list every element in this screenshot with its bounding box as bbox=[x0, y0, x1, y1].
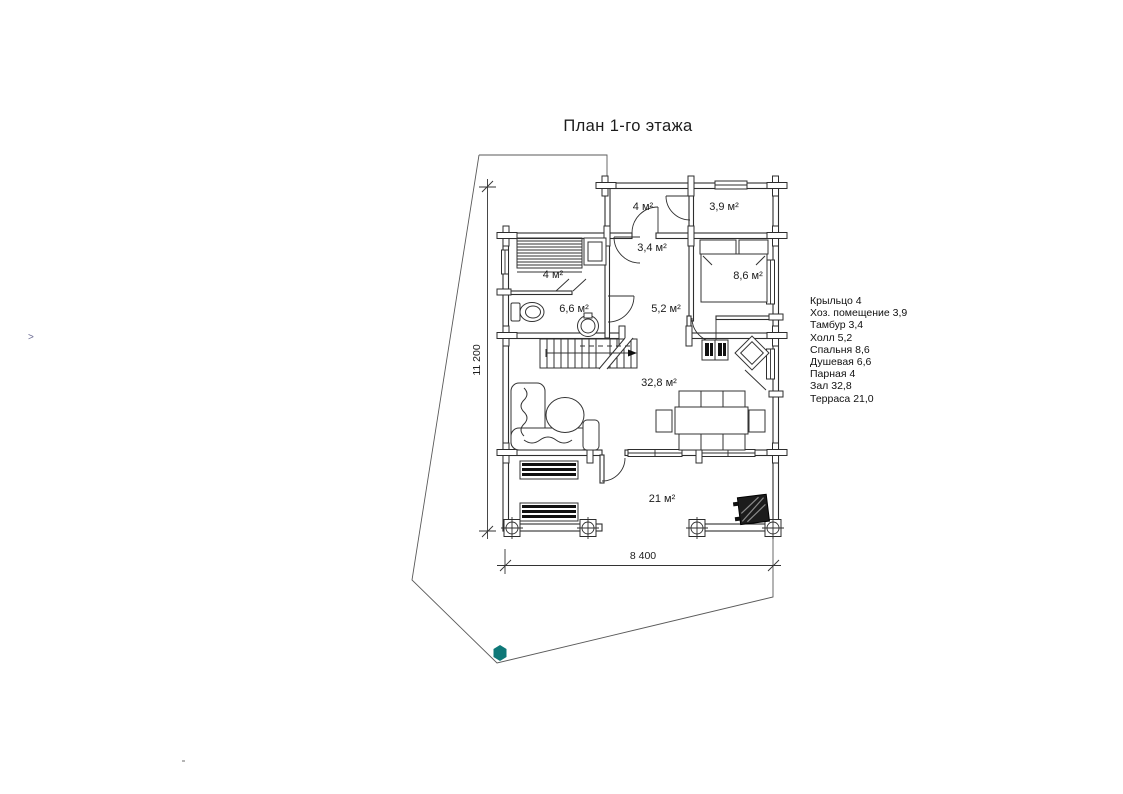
legend-item-bedroom: Спальня 8,6 bbox=[810, 343, 870, 356]
kitchen-sink bbox=[735, 336, 769, 370]
room-label-terrace: 21 м² bbox=[648, 493, 676, 505]
legend-item-utility: Хоз. помещение 3,9 bbox=[810, 307, 908, 320]
room-label-shower: 6,6 м² bbox=[559, 303, 589, 315]
room-label-vestibule: 3,4 м² bbox=[637, 242, 667, 254]
legend-item-vestibule: Тамбур 3,4 bbox=[810, 319, 864, 332]
staircase bbox=[540, 338, 637, 369]
room-label-sauna: 4 м² bbox=[542, 269, 564, 281]
legend-item-sauna: Парная 4 bbox=[810, 368, 856, 381]
window-living-bottom-left bbox=[628, 450, 682, 457]
dimension-horizontal bbox=[497, 549, 781, 574]
foundation-post bbox=[577, 517, 599, 539]
room-label-hall: 5,2 м² bbox=[651, 303, 681, 315]
sauna-bench bbox=[517, 238, 582, 272]
window-sauna-left bbox=[502, 250, 509, 274]
sauna-stove bbox=[584, 238, 606, 265]
dimension-vertical bbox=[471, 179, 496, 539]
dining-table bbox=[675, 407, 748, 434]
door-shower bbox=[608, 296, 634, 322]
page-title: План 1-го этажа bbox=[563, 117, 693, 135]
terrace-bench bbox=[520, 461, 578, 479]
foundation-post bbox=[686, 517, 708, 539]
terrace-bench bbox=[520, 503, 578, 521]
site-marker-dot bbox=[494, 645, 507, 661]
kitchen-counter-edge bbox=[745, 370, 766, 390]
legend-item-living: Зал 32,8 bbox=[810, 380, 852, 393]
room-label-bedroom: 8,6 м² bbox=[733, 270, 763, 282]
coffee-table bbox=[546, 398, 584, 433]
door-vestibule bbox=[614, 237, 640, 263]
window-utility-top bbox=[715, 181, 747, 189]
window-bedroom-right bbox=[767, 260, 775, 304]
grill bbox=[732, 494, 769, 525]
kitchen-stove bbox=[702, 340, 728, 360]
shower-tray bbox=[578, 313, 599, 337]
legend-item-terrace: Терраса 21,0 bbox=[810, 392, 874, 405]
room-label-living: 32,8 м² bbox=[641, 377, 677, 389]
stairs-direction-arrow bbox=[628, 350, 637, 357]
dimension-vertical-label: 11 200 bbox=[471, 344, 483, 376]
stray-character: > bbox=[28, 332, 34, 343]
door-utility bbox=[666, 196, 690, 220]
room-label-porch: 4 м² bbox=[632, 201, 654, 213]
dimension-horizontal-label: 8 400 bbox=[629, 550, 657, 562]
legend-item-hall: Холл 5,2 bbox=[810, 331, 853, 344]
window-living-bottom-right bbox=[702, 450, 755, 457]
room-label-utility: 3,9 м² bbox=[709, 201, 739, 213]
door-terrace bbox=[602, 458, 625, 481]
legend-item-porch: Крыльцо 4 bbox=[810, 295, 862, 307]
toilet bbox=[511, 303, 544, 322]
legend-item-shower: Душевая 6,6 bbox=[810, 356, 872, 369]
